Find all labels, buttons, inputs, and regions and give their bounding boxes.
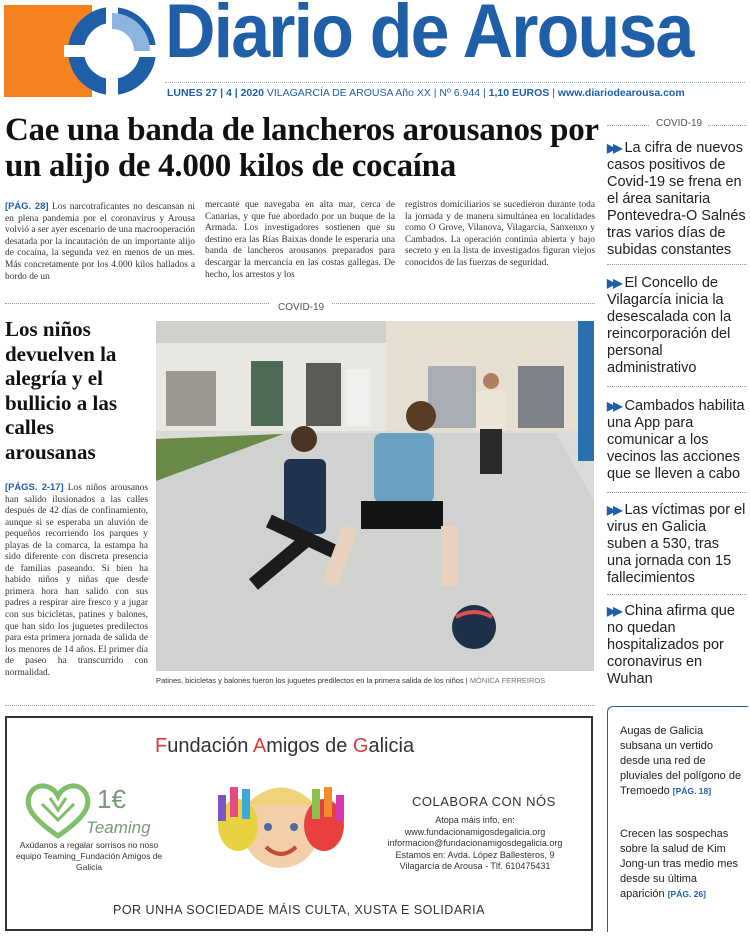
sidebar-item-4[interactable] (607, 502, 747, 587)
contact-address: Estamos en: Avda. López Ballesteros, 9 (395, 849, 555, 860)
sidebar-item-3[interactable] (607, 398, 747, 483)
section-label-wrap (270, 297, 332, 315)
kid-painted-hands-image (196, 775, 366, 880)
issue-number: Nº 6.944 (439, 87, 481, 99)
place: VILAGARCÍA DE AROUSA (266, 87, 393, 99)
sidebar-item-text: China afirma que no quedan hospitalizados por coronavirus en Wuhan (607, 603, 735, 687)
photo-caption: Patines, bicicletas y balones fueron los juguetes predilectos en la primera salida de los niños | MÓNICA FERREIROS (156, 676, 546, 685)
double-arrow-icon: ▶▶ (607, 399, 620, 413)
double-arrow-icon: ▶▶ (607, 604, 620, 618)
lead-column-3: registros domiciliarios se sucedieron durante toda la jornada y de manera simultánea en localidades como O Grove, Vilanova, Vilagarcía, Sanxenxo y Cambados. La operación continúa abierta y bajo secreto y en la lista de investigados figuran viejos conocidos de las fuerzas de seguridad. (405, 200, 595, 268)
sidebar-separator (607, 492, 747, 493)
double-arrow-icon: ▶▶ (607, 276, 620, 290)
sidebar-separator (607, 386, 747, 387)
sidebar-item-1[interactable] (607, 140, 747, 259)
sidebar-item-5[interactable] (607, 603, 747, 688)
photo-credit: MÓNICA FERREIROS (469, 676, 546, 685)
double-arrow-icon: ▶▶ (607, 503, 620, 517)
caption-text: Patines, bicicletas y balones fueron los juguetes predilectos en la primera salida de los niños (156, 676, 464, 685)
price: 1,10 EUROS (488, 87, 550, 99)
contact-web-link[interactable]: www.fundacionamigosdegalicia.org (404, 826, 546, 837)
brief-item-1[interactable] (620, 724, 744, 799)
ad-contact (360, 815, 590, 873)
sidebar-separator (607, 264, 747, 265)
brief-item-text: Crecen las sospechas sobre la salud de Kim Jong-un tras medio mes desde su última aparición (620, 828, 738, 900)
brief-page-ref[interactable]: [PÁG. 18] (672, 786, 712, 796)
sidebar-item-2[interactable] (607, 275, 747, 377)
lead-column-2: mercante que navegaba en alta mar, cerca de Canarias, y que fue abordado por un buque de la Armada. Los investigadores sostienen que su destino era las Rías Baixas donde le esperaría una banda de lancheros arousanos preparados para descargar la mercancía en las costas gallegas. De hecho, los arrestos y los (205, 200, 395, 280)
sidebar-item-text: La cifra de nuevos casos positivos de Covid-19 se frena en el área sanitaria Pontevedra-O Salnés tras varios días de subidas constantes (607, 140, 746, 258)
kids-playing-photo[interactable] (156, 321, 594, 671)
contact-line: Atopa máis info. en: (435, 815, 515, 825)
lead-headline[interactable]: Cae una banda de lancheros arousanos por un alijo de 4.000 kilos de cocaína (5, 112, 599, 184)
sidebar-item-text: Las víctimas por el virus en Galicia suben a 530, tras una jornada con 15 fallecimientos (607, 502, 746, 586)
year: Año XX (395, 87, 431, 99)
section-label: COVID-19 (270, 302, 332, 313)
website-link[interactable]: www.diariodearousa.com (557, 87, 685, 99)
ad-title: Fundación Amigos de Galicia (155, 735, 415, 757)
date: LUNES 27 | 4 | 2020 (167, 87, 264, 99)
brief-page-ref[interactable]: [PÁG. 26] (667, 889, 706, 899)
double-arrow-icon: ▶▶ (607, 141, 620, 155)
teaming-text: Axúdanos a regalar sorrisos no noso equipo Teaming_Fundación Amigos de Galicia (15, 840, 163, 872)
masthead-title[interactable]: Diario de Arousa (165, 0, 693, 74)
brief-item-text: Augas de Galicia subsana un vertido desde una red de pluviales del polígono de Tremoedo (620, 725, 742, 797)
logo-icon (64, 3, 160, 99)
second-headline[interactable]: Los niños devuelven la alegría y el bullicio a las calles arousanas (5, 317, 118, 464)
second-body-text: Los niños arousanos han salido ilusionados a las calles después de 42 días de confinamiento, aunque si se esperaba un aluvión de pequeños recorriendo los parques y playas de la comarca, la estampa ha sido diferente con discreta presencia de familias paseando. Si bien ha habido niños y niñas que desde primera hora han salido con sus padres a respirar aire fresco y a jugar con sus bicicletas, patines y balones, que han sido los juguetes predilectos para esta primera jornada de salida de los menores de 14 años. El primer día de paseo ha transcurrido con normalidad. (5, 483, 149, 678)
lead-page-ref[interactable]: [PÁG. 28] (5, 200, 49, 211)
second-page-ref[interactable]: [PÁGS. 2-17] (5, 481, 64, 492)
colabora-heading: COLABORA CON NÓS (412, 794, 556, 809)
lead-col1-text: Los narcotraficantes no descansan ni en plena pandemia por el coronavirus y Arousa volvió a ser ayer escenario de una macrooperación desatada por la incautación de un importante alijo de cocaína, la segunda vez en menos de un mes. Más concretamente por los 4.000 kilos hallados a bordo de un (5, 202, 196, 282)
sidebar-label: COVID-19 (650, 118, 708, 129)
sidebar-item-text: El Concello de Vilagarcía inicia la desescalada con la reincorporación del personal administrativo (607, 275, 732, 376)
sidebar-item-text: Cambados habilita una App para comunicar a los vecinos las acciones que se lleven a cabo (607, 398, 745, 482)
brief-item-2[interactable] (620, 827, 744, 902)
sidebar-separator (607, 594, 747, 595)
second-body (5, 481, 148, 679)
ad-slogan: POR UNHA SOCIEDADE MÁIS CULTA, XUSTA E SOLIDARIA (113, 903, 485, 917)
masthead-rule (165, 82, 745, 83)
dateline: LUNES 27 | 4 | 2020 VILAGARCÍA DE AROUSA Año XX | Nº 6.944 | 1,10 EUROS | www.diariodearousa.com (167, 87, 685, 99)
teaming-amount: 1€ (97, 784, 126, 814)
lead-column-1 (5, 200, 195, 283)
heart-icon (22, 780, 94, 840)
teaming-word: Teaming (86, 818, 151, 837)
contact-phone: Vilagarcía de Arousa - Tlf. 610475431 (399, 861, 551, 871)
contact-email-link[interactable]: informacion@fundacionamigosdegalicia.org (387, 838, 563, 848)
ad-divider (5, 705, 595, 706)
